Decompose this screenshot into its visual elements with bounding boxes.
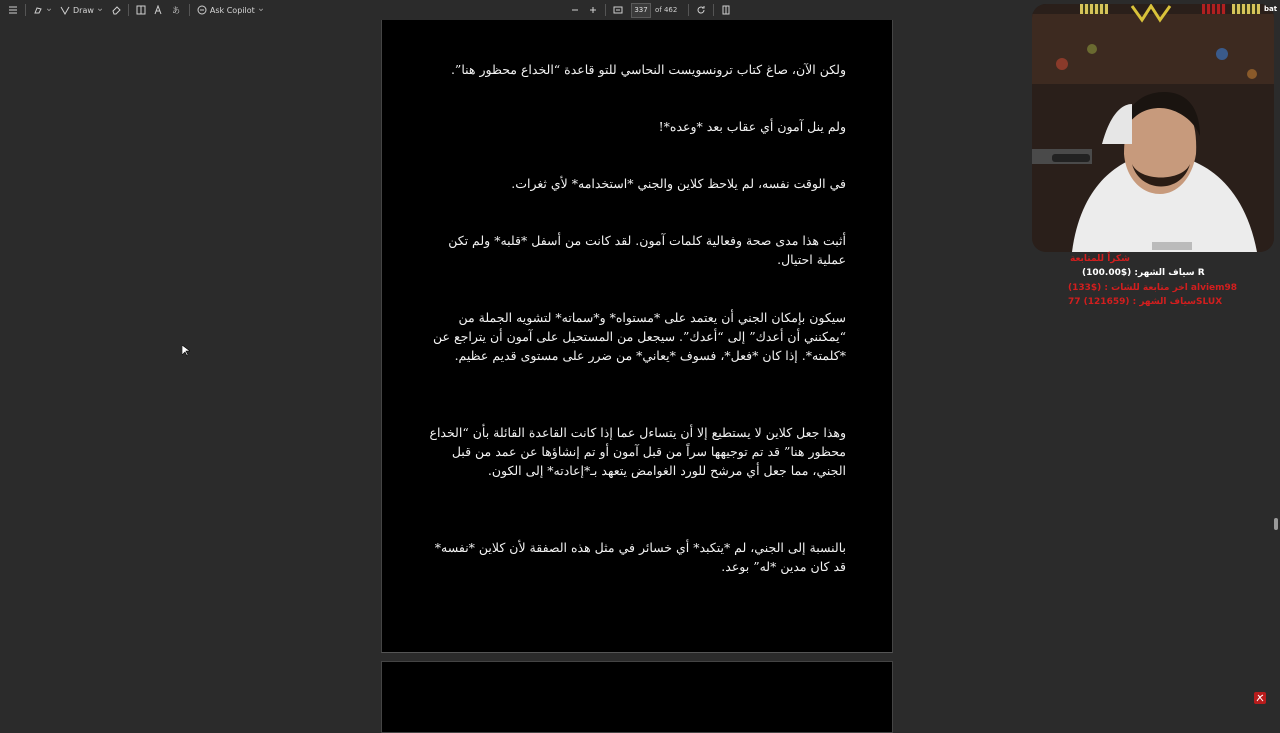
read-aloud-button[interactable] xyxy=(150,2,168,18)
paragraph: سيكون بإمكان الجني أن يعتمد على *مستواه* و*سماته* لتشويه الجملة من “يمكنني أن أعدك” إلى “أعدك”. سيجعل من المستحيل على آمون أن يتراجع عن *كلمته*. إذا كان *فعل*، فسوف *يعاني* من ضرر على مستوى قديم عظيم. xyxy=(433,310,846,363)
toolbar-divider xyxy=(25,4,26,16)
zoom-out-button[interactable] xyxy=(566,2,584,18)
fit-page-icon xyxy=(613,5,623,15)
paragraph: أثبت هذا مدى صحة وفعالية كلمات آمون. لقد كانت من أسفل *قلبه* ولم تكن عملية احتيال. xyxy=(448,233,846,267)
overlay-corner-label: bat xyxy=(1264,5,1278,13)
overlay-alert-line: شكراً للمتابعة xyxy=(1070,254,1130,264)
overlay-latest-follow: اخر متابعة للشات : ($133) alviem98 xyxy=(1068,283,1238,293)
page-number-input[interactable] xyxy=(631,3,651,18)
pdf-page xyxy=(381,20,893,653)
page-view-button[interactable] xyxy=(717,2,735,18)
pen-icon xyxy=(60,5,70,15)
overlay-top-donor: سياف الشهر: ($100.00) R xyxy=(1082,268,1205,278)
fit-page-button[interactable] xyxy=(609,2,627,18)
text-box-button[interactable] xyxy=(132,2,150,18)
erase-button[interactable] xyxy=(107,2,125,18)
draw-button[interactable] xyxy=(56,2,107,18)
chevron-down-icon xyxy=(258,7,264,13)
ask-copilot-button[interactable] xyxy=(193,2,268,18)
toolbar-divider xyxy=(128,4,129,16)
text-box-icon xyxy=(136,5,146,15)
toolbar-divider xyxy=(688,4,689,16)
decoration-strip xyxy=(1202,4,1226,14)
translate-button[interactable] xyxy=(168,2,186,18)
read-aloud-icon xyxy=(154,5,164,15)
toolbar-divider xyxy=(605,4,606,16)
list-icon xyxy=(8,5,18,15)
mouse-cursor-icon xyxy=(182,345,190,357)
vertical-scrollbar-thumb[interactable] xyxy=(1274,518,1278,530)
crown-icon xyxy=(1130,4,1172,24)
toolbar-divider xyxy=(189,4,190,16)
rotate-button[interactable] xyxy=(692,2,710,18)
svg-text:あ: あ xyxy=(171,6,180,15)
chevron-down-icon xyxy=(46,7,52,13)
paragraph: بالنسبة إلى الجني، لم *يتكبد* أي خسائر في مثل هذه الصفقة لأن كلاين *نفسه* قد كان مدين *له” بوعد. xyxy=(434,540,846,574)
overlay-monthly-top: سياف الشهر : (121659) 77SLUX xyxy=(1068,297,1223,307)
highlighter-icon xyxy=(33,5,43,15)
plus-icon xyxy=(588,5,598,15)
pdf-page-next xyxy=(381,661,893,733)
ask-copilot-label: Ask Copilot xyxy=(209,5,255,15)
contents-button[interactable] xyxy=(4,2,22,18)
streamer-image xyxy=(1032,4,1274,252)
chevron-down-icon xyxy=(97,7,103,13)
pdf-icon xyxy=(1254,692,1266,704)
paragraph: ولكن الآن، صاغ كتاب ترونسويست النحاسي للتو قاعدة “الخداع محظور هنا”. xyxy=(450,62,846,77)
webcam-feed xyxy=(1032,4,1274,252)
highlight-button[interactable] xyxy=(29,2,56,18)
toolbar-divider xyxy=(713,4,714,16)
paragraph: وهذا جعل كلاين لا يستطيع إلا أن يتساءل عما إذا كانت القاعدة القائلة بأن “الخداع محظور هنا” قد تم توجيهها سراً من قبل آمون أو تم إنشاؤها عن عمد من قبل الجني، مما جعل أي مرشح للورد الغوامض يتعهد بـ*إعادته* إلى الكون. xyxy=(429,425,846,478)
translate-icon xyxy=(172,5,182,15)
paragraph: ولم ينل آمون أي عقاب بعد *وعده*! xyxy=(658,119,846,134)
zoom-in-button[interactable] xyxy=(584,2,602,18)
paragraph: في الوقت نفسه، لم يلاحظ كلاين والجني *استخدامه* لأي ثغرات. xyxy=(511,176,846,191)
page-view-icon xyxy=(721,5,731,15)
decoration-strip xyxy=(1232,4,1260,14)
decoration-strip xyxy=(1080,4,1108,14)
minus-icon xyxy=(570,5,580,15)
rotate-icon xyxy=(696,5,706,15)
page-total: of 462 xyxy=(655,6,678,14)
draw-label: Draw xyxy=(73,5,94,15)
copilot-icon xyxy=(197,5,207,15)
eraser-icon xyxy=(111,5,121,15)
